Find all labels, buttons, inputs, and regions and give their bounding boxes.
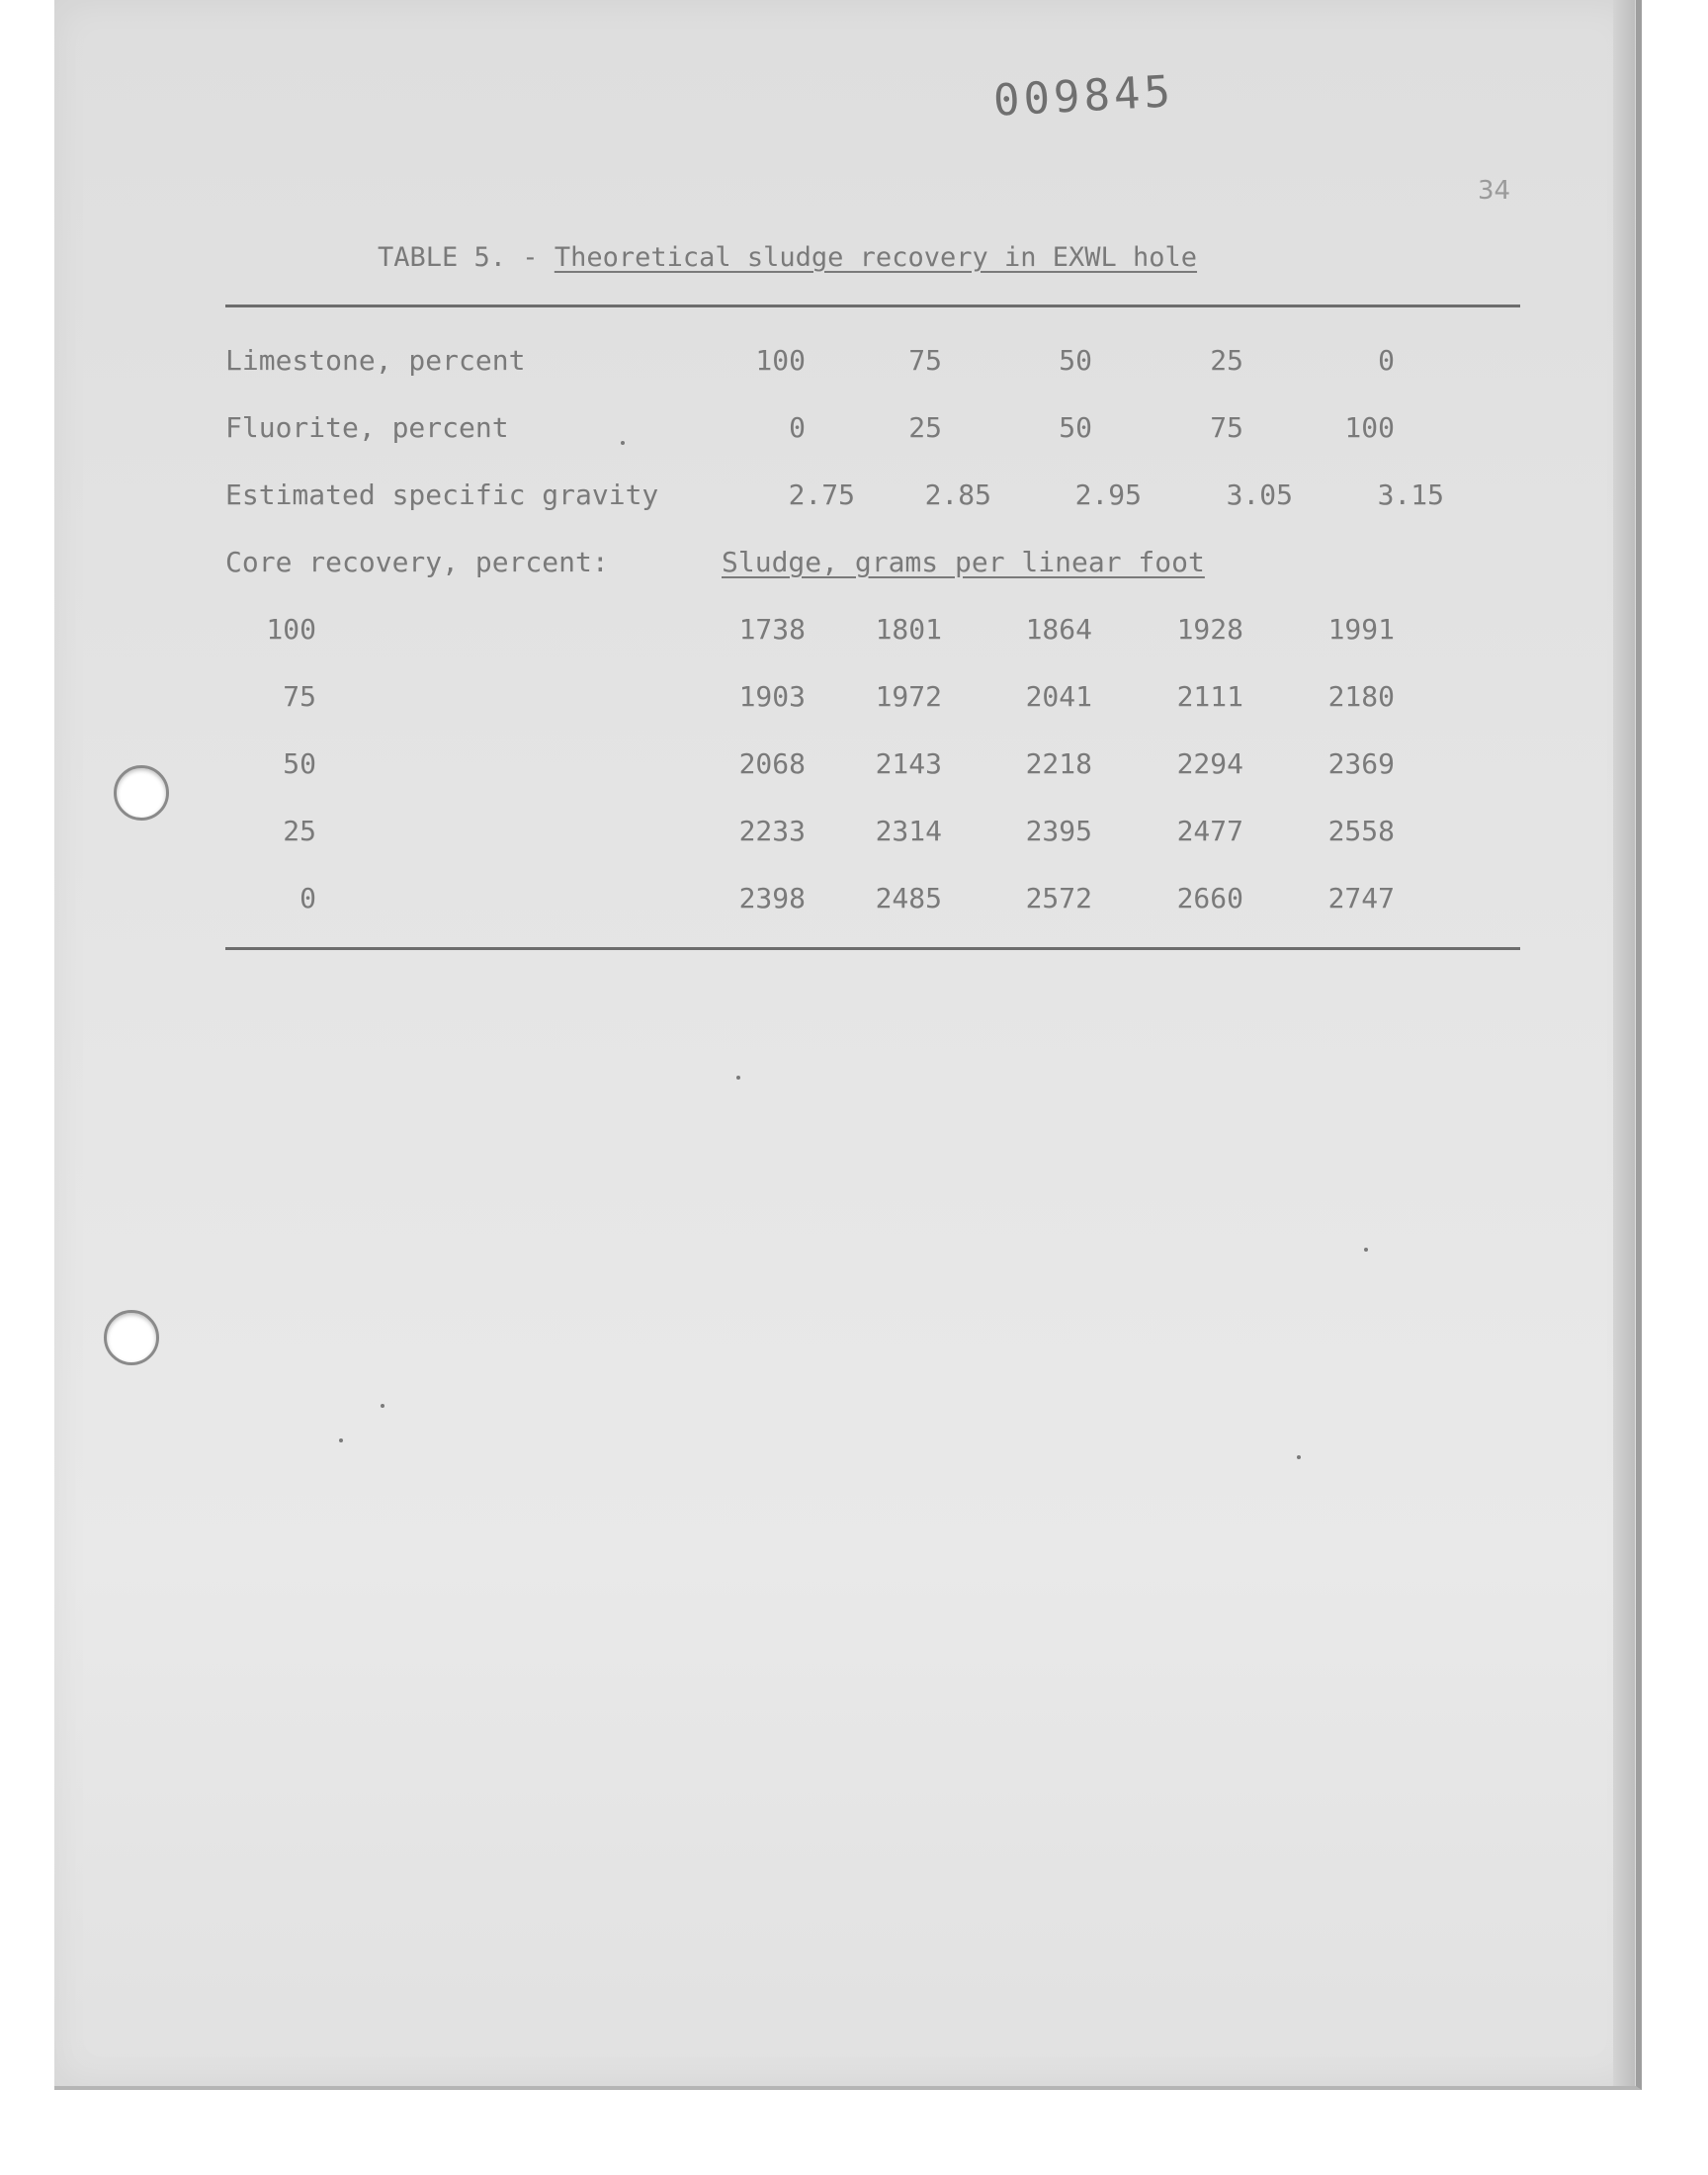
table-cell: 3.15: [1377, 478, 1444, 511]
table-cell: 2111: [1176, 680, 1243, 713]
table-cell: 2747: [1327, 882, 1395, 914]
row-label: 75: [283, 680, 316, 713]
scan-speck: [621, 441, 625, 445]
table-cell: 2369: [1327, 747, 1395, 780]
table-cell: 2294: [1176, 747, 1243, 780]
table-top-rule: [225, 304, 1520, 307]
table-cell: 2233: [738, 815, 806, 847]
punch-hole: [114, 765, 169, 821]
table-cell: 2.75: [788, 478, 855, 511]
table-cell: 75: [908, 344, 942, 377]
table-cell: 2143: [875, 747, 942, 780]
table-cell: 50: [1059, 344, 1092, 377]
table-title-prefix: TABLE 5. -: [378, 242, 539, 273]
document-stamp-number: 009845: [991, 66, 1176, 127]
table-cell: 100: [1344, 411, 1395, 444]
row-label: Estimated specific gravity: [225, 478, 659, 511]
table-cell: 2485: [875, 882, 942, 914]
table-cell: 0: [789, 411, 806, 444]
table-cell: 1991: [1327, 613, 1395, 646]
table-cell: 2314: [875, 815, 942, 847]
scan-speck: [381, 1404, 384, 1408]
table-cell: 1903: [738, 680, 806, 713]
table-cell: 1801: [875, 613, 942, 646]
row-label: 0: [299, 882, 316, 914]
table-cell: 25: [1210, 344, 1243, 377]
sludge-column-heading: Sludge, grams per linear foot: [722, 546, 1205, 578]
table-cell: 2068: [738, 747, 806, 780]
table-cell: 0: [1378, 344, 1395, 377]
core-recovery-label: Core recovery, percent:: [225, 546, 609, 578]
table-cell: 2180: [1327, 680, 1395, 713]
table-cell: 2.95: [1074, 478, 1142, 511]
table-cell: 2477: [1176, 815, 1243, 847]
scan-speck: [1297, 1455, 1301, 1459]
row-label: Fluorite, percent: [225, 411, 509, 444]
scan-speck: [736, 1076, 740, 1080]
table-cell: 25: [908, 411, 942, 444]
table-cell: 2395: [1025, 815, 1092, 847]
table-title: [378, 242, 1197, 273]
page-number: 34: [1478, 176, 1511, 206]
table-cell: 100: [755, 344, 806, 377]
table-title-caption: Theoretical sludge recovery in EXWL hole: [554, 242, 1198, 273]
table-cell: 2572: [1025, 882, 1092, 914]
table-cell: 2.85: [924, 478, 991, 511]
table-bottom-rule: [225, 947, 1520, 950]
row-label: 100: [266, 613, 316, 646]
row-label: Limestone, percent: [225, 344, 526, 377]
punch-hole: [104, 1310, 159, 1365]
table-cell: 2660: [1176, 882, 1243, 914]
paper-sheet: [54, 0, 1642, 2090]
table-cell: 1928: [1176, 613, 1243, 646]
scan-speck: [1364, 1248, 1368, 1252]
table-cell: 3.05: [1226, 478, 1293, 511]
table-cell: 1864: [1025, 613, 1092, 646]
paper-edge: [1613, 0, 1635, 2086]
row-label: 50: [283, 747, 316, 780]
table-cell: 50: [1059, 411, 1092, 444]
row-label: 25: [283, 815, 316, 847]
table-cell: 2218: [1025, 747, 1092, 780]
table-cell: 2041: [1025, 680, 1092, 713]
table-cell: 2398: [738, 882, 806, 914]
table-cell: 2558: [1327, 815, 1395, 847]
table-cell: 75: [1210, 411, 1243, 444]
table-cell: 1738: [738, 613, 806, 646]
scan-speck: [339, 1438, 343, 1442]
table-cell: 1972: [875, 680, 942, 713]
